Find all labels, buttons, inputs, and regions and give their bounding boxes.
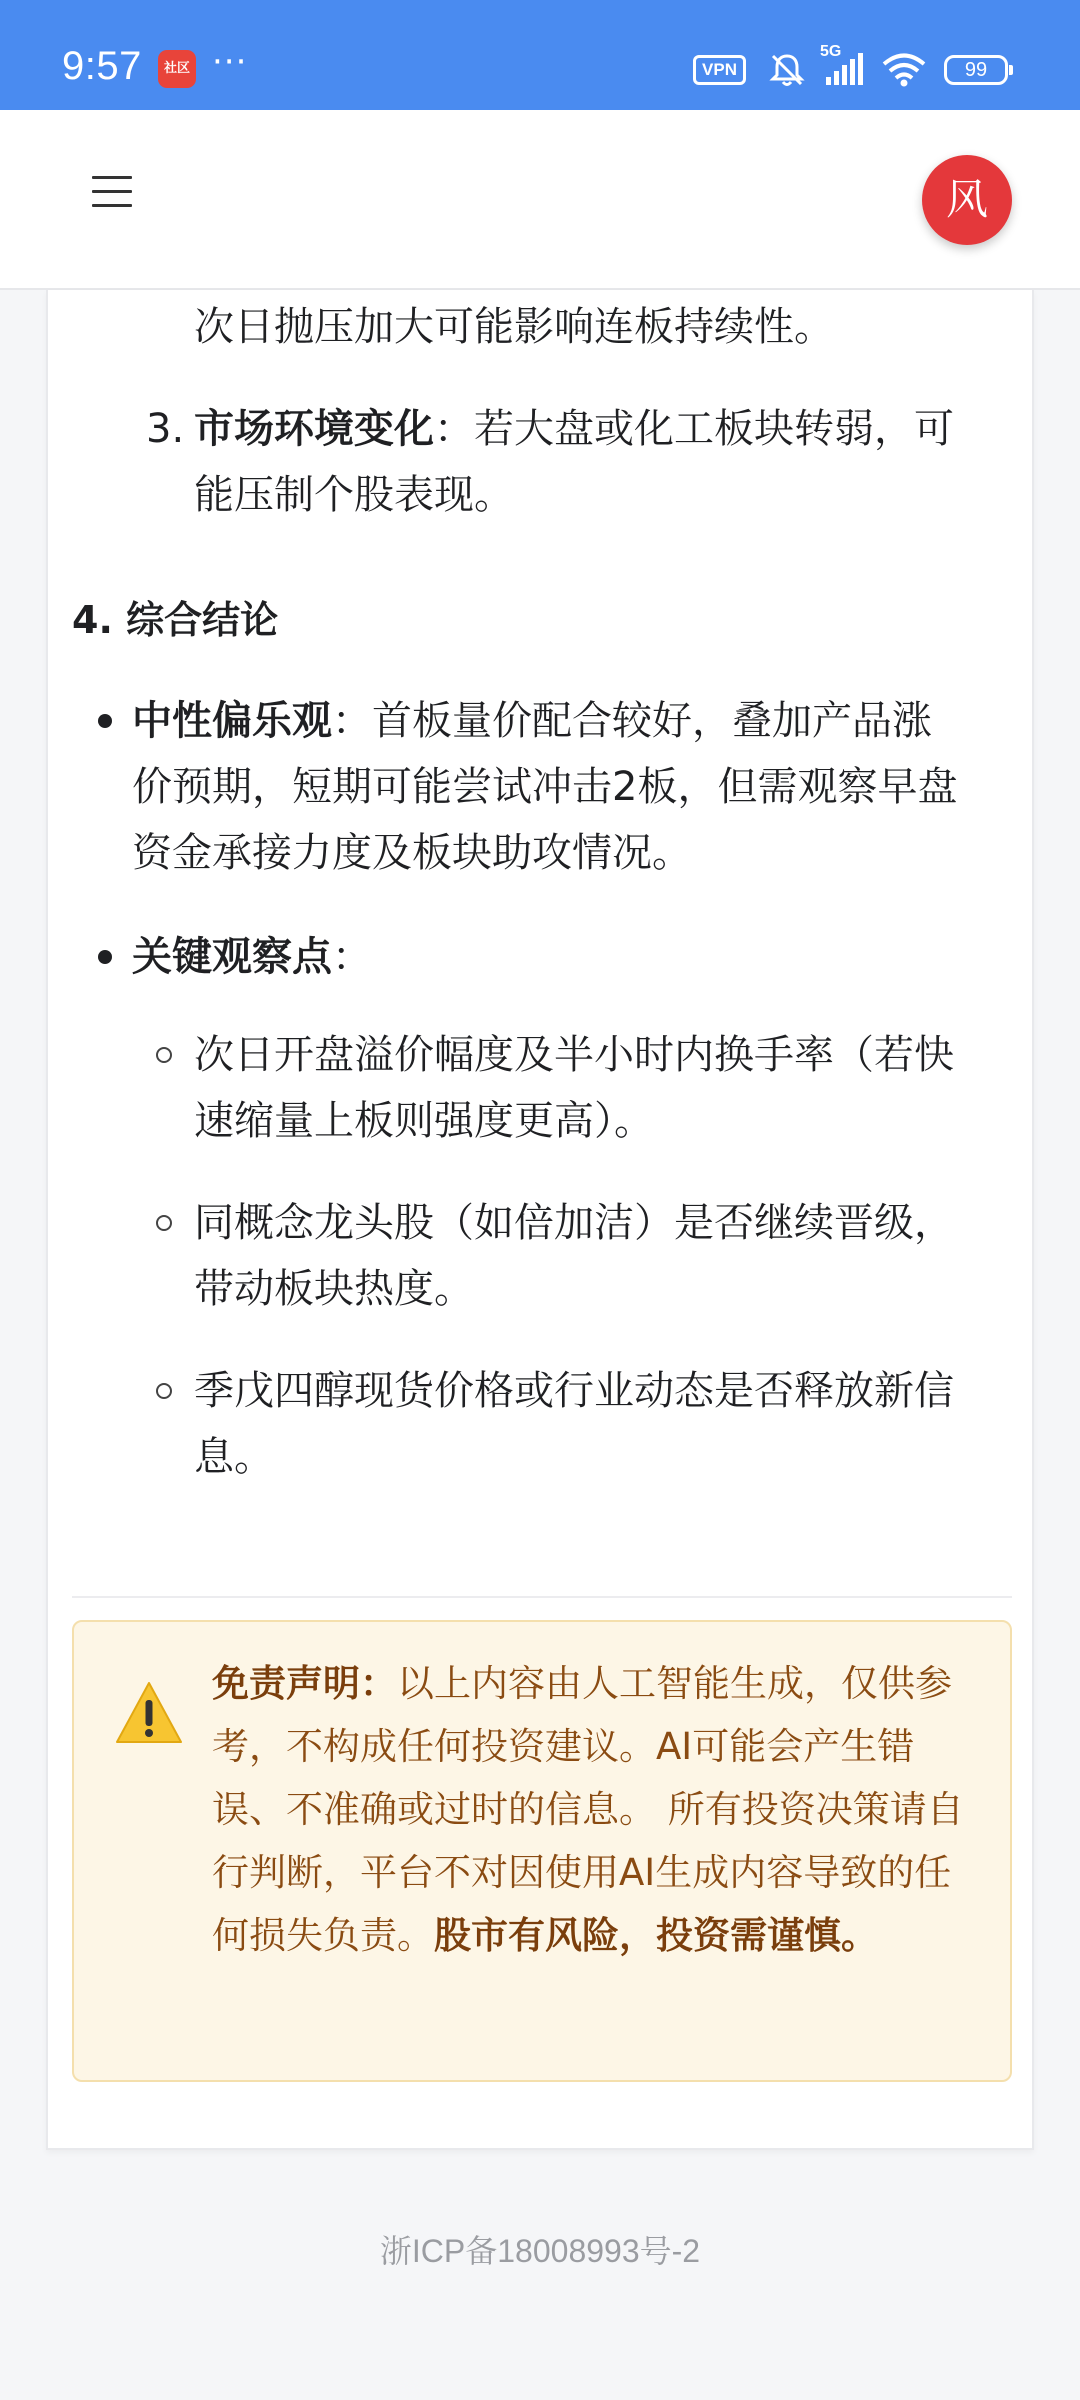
sub-bullet-marker bbox=[156, 1215, 172, 1231]
signal-icon bbox=[820, 43, 864, 87]
risk-item-3-number: 3. bbox=[146, 406, 185, 452]
network-type: 5G bbox=[820, 43, 842, 60]
disclaimer-box bbox=[72, 1620, 1012, 2082]
disclaimer-body: 以上内容由人工智能生成，仅供参考，不构成任何投资建议。AI可能会产生错误、不准确或过时的信息。 所有投资决策请自行判断，平台不对因使用AI生成内容导致的任何损失负责。 bbox=[212, 1662, 964, 1957]
wifi-icon bbox=[882, 53, 926, 87]
bullet-1-line2: 价预期，短期可能尝试冲击2板，但需观察早盘 bbox=[132, 764, 958, 810]
hamburger-icon[interactable] bbox=[92, 176, 132, 216]
risk-item-3-line2: 能压制个股表现。 bbox=[194, 472, 514, 518]
sub-item-2-line1: 同概念龙头股（如倍加洁）是否继续晋级， bbox=[194, 1200, 954, 1246]
bullet-1-title: 中性偏乐观 bbox=[132, 698, 332, 744]
sub-item-2-line2: 带动板块热度。 bbox=[194, 1266, 474, 1312]
bullet-marker bbox=[98, 714, 112, 728]
disclaimer-label: 免责声明： bbox=[212, 1662, 397, 1705]
avatar[interactable]: 风 bbox=[922, 155, 1012, 245]
risk-item-3-title: 市场环境变化 bbox=[194, 406, 434, 452]
bullet-1-line3: 资金承接力度及板块助攻情况。 bbox=[132, 830, 692, 876]
bullet-marker bbox=[98, 950, 112, 964]
app-header bbox=[0, 110, 1080, 290]
app-notification-icon: 社区 bbox=[158, 50, 196, 88]
analysis-card bbox=[46, 290, 1034, 2150]
vpn-icon: VPN bbox=[693, 55, 746, 85]
disclaimer-emphasis: 股市有风险，投资需谨慎。 bbox=[434, 1914, 878, 1957]
mute-bell-icon bbox=[768, 51, 806, 89]
sub-item-1-line2: 速缩量上板则强度更高）。 bbox=[194, 1098, 654, 1144]
icp-footer[interactable]: 浙ICP备18008993号-2 bbox=[379, 2233, 701, 2269]
section-title: 综合结论 bbox=[126, 598, 279, 642]
status-time: 9:57 bbox=[62, 44, 142, 88]
risk-item-3-line1: 市场环境变化：若大盘或化工板块转弱，可 bbox=[194, 406, 954, 452]
status-icons bbox=[693, 43, 1008, 90]
bullet-2-title: 关键观察点 bbox=[132, 934, 332, 980]
divider bbox=[72, 1596, 1012, 1598]
sub-item-1-line1: 次日开盘溢价幅度及半小时内换手率（若快 bbox=[194, 1032, 954, 1078]
more-notifications-icon: ··· bbox=[212, 42, 248, 82]
status-bar bbox=[0, 0, 1080, 110]
battery-icon: 99 bbox=[944, 55, 1008, 85]
sub-bullet-marker bbox=[156, 1383, 172, 1399]
sub-bullet-marker bbox=[156, 1047, 172, 1063]
warning-icon bbox=[114, 1680, 184, 1746]
sub-item-3-line1: 季戊四醇现货价格或行业动态是否释放新信 bbox=[194, 1368, 954, 1414]
risk-item-2-text: 次日抛压加大可能影响连板持续性。 bbox=[194, 304, 834, 350]
bullet-1-line1: 中性偏乐观：首板量价配合较好，叠加产品涨 bbox=[132, 698, 932, 744]
section-heading: 4. 综合结论 bbox=[72, 598, 279, 642]
disclaimer-text bbox=[212, 1652, 972, 1967]
sub-item-3-line2: 息。 bbox=[194, 1434, 274, 1480]
bullet-2-line1: 关键观察点： bbox=[132, 934, 372, 980]
